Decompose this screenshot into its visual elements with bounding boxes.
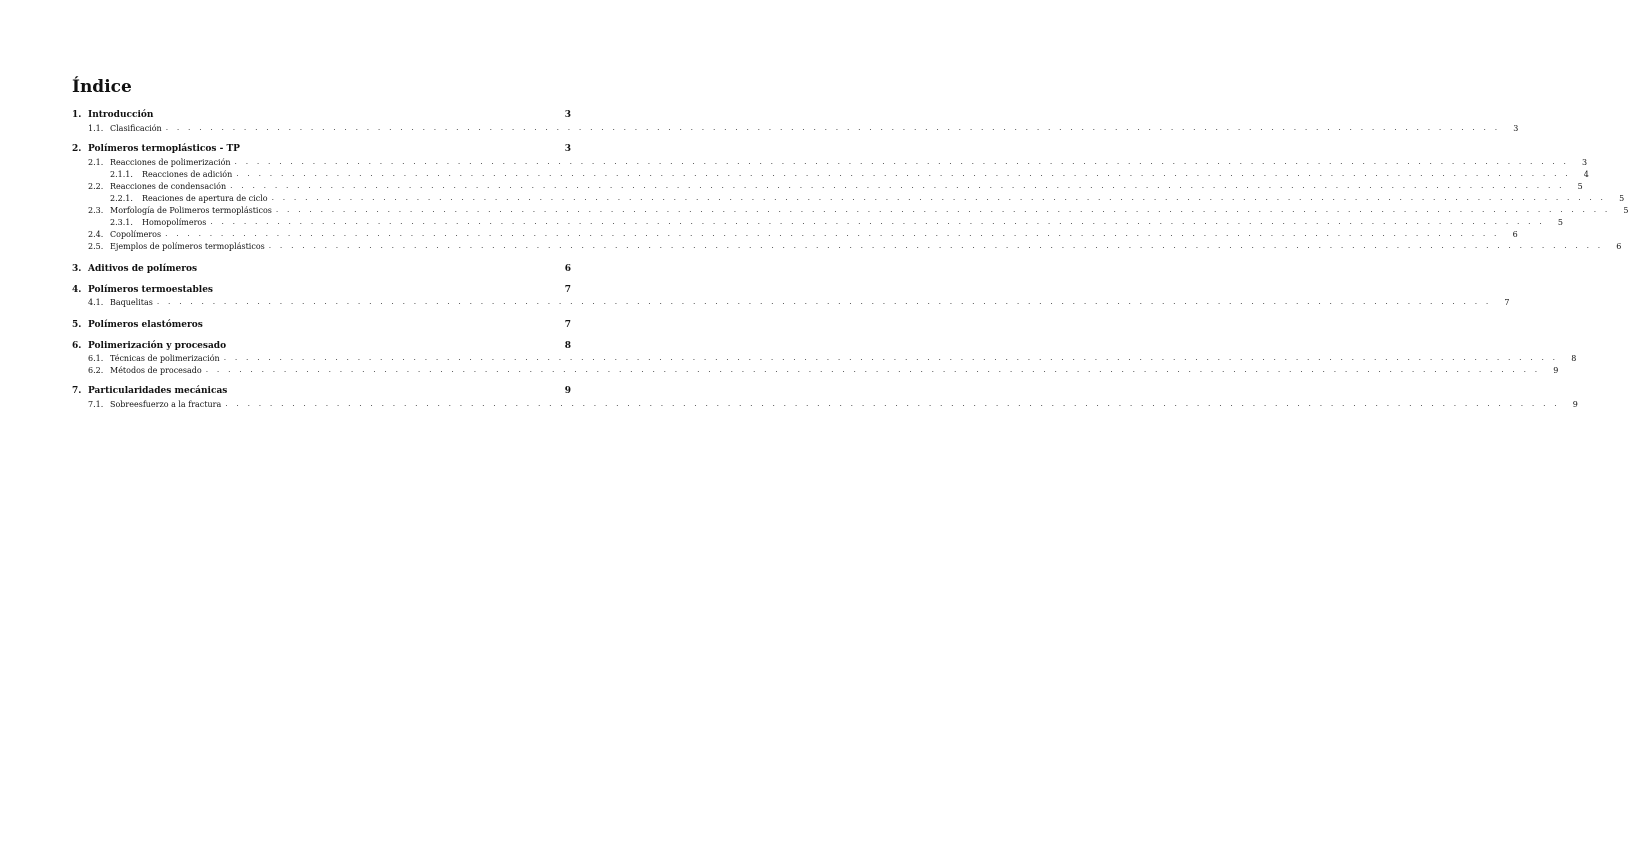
toc-subsection[interactable]	[0, 203, 1628, 215]
toc-entry-number: 7.1.	[88, 400, 104, 409]
toc-entry-page[interactable]: 7	[564, 320, 571, 330]
toc-leader-dots: . . . . . . . . . . . . . . . . . . . . . . . . . . . . . . . . . . . . . . . . . . . . . . . . . . . . . . . . . . . . . . . . . . . . . . . . . . . . . . . . . . . . . . . . . . . . . . . . . . . . . . . . . . . . . . . . . . . . . . . .	[165, 123, 1501, 132]
toc-entry-title[interactable]: Polímeros elastómeros	[88, 320, 203, 330]
toc-section[interactable]	[0, 384, 600, 396]
toc-entry-title[interactable]: Métodos de procesado	[110, 366, 202, 375]
toc-entry-number: 1.1.	[88, 124, 104, 133]
toc-entry-page[interactable]: 7	[564, 285, 571, 295]
toc-section[interactable]	[0, 318, 600, 330]
toc-entry-page[interactable]: 8	[564, 341, 571, 351]
toc-subsection[interactable]	[0, 227, 1518, 239]
toc-leader-dots: . . . . . . . . . . . . . . . . . . . . . . . . . . . . . . . . . . . . . . . . . . . . . . . . . . . . . . . . . . . . . . . . . . . . . . . . . . . . . . . . . . . . . . . . . . . . . . . . . . . . . . . . . . . . . . . . . . . . . . . .	[268, 241, 1604, 250]
toc-entry-number: 7.	[72, 386, 82, 396]
toc-entry-number: 6.	[72, 341, 82, 351]
toc-entry-number: 4.	[72, 285, 82, 295]
toc-entry-page[interactable]: 9	[1553, 366, 1559, 375]
toc-entry-page[interactable]: 6	[1512, 230, 1518, 239]
toc-entry-number: 2.4.	[88, 230, 104, 239]
toc-entry-title[interactable]: Sobreesfuerzo a la fractura	[110, 400, 222, 409]
toc-leader-dots: . . . . . . . . . . . . . . . . . . . . . . . . . . . . . . . . . . . . . . . . . . . . . . . . . . . . . . . . . . . . . . . . . . . . . . . . . . . . . . . . . . . . . . . . . . . . . . . . . . . . . . . . . . . . . . . . . . . . . . . .	[210, 217, 1545, 226]
toc-entry-title[interactable]: Baquelitas	[110, 298, 153, 307]
toc-entry-page[interactable]: 3	[564, 144, 571, 154]
toc-entry-number: 2.1.	[88, 158, 104, 167]
toc-entry-page[interactable]: 6	[564, 264, 571, 274]
toc-leader-dots: . . . . . . . . . . . . . . . . . . . . . . . . . . . . . . . . . . . . . . . . . . . . . . . . . . . . . . . . . . . . . . . . . . . . . . . . . . . . . . . . . . . . . . . . . . . . . . . . . . . . . . . . . . . . . . . . . . . . . . . .	[205, 365, 1541, 374]
toc-entry-title[interactable]: Particularidades mecánicas	[88, 386, 228, 396]
toc-entry-number: 1.	[72, 110, 82, 120]
toc-leader-dots: . . . . . . . . . . . . . . . . . . . . . . . . . . . . . . . . . . . . . . . . . . . . . . . . . . . . . . . . . . . . . . . . . . . . . . . . . . . . . . . . . . . . . . . . . . . . . . . . . . . . . . . . . . . . . . . . . . . . . . . .	[236, 169, 1571, 178]
toc-entry-page[interactable]: 6	[1616, 242, 1622, 251]
toc-entry-title[interactable]: Reacciones de adición	[142, 170, 233, 179]
toc-entry-page[interactable]: 5	[1619, 194, 1625, 203]
toc-entry-number: 2.2.	[88, 182, 104, 191]
toc-entry-title[interactable]: Polimerización y procesado	[88, 341, 227, 351]
toc-section[interactable]	[0, 339, 600, 351]
toc-subsubsection[interactable]	[0, 191, 1625, 203]
toc-entry-page[interactable]: 3	[1582, 158, 1588, 167]
toc-subsection[interactable]	[0, 121, 1519, 133]
toc-entry-page[interactable]: 9	[564, 386, 571, 396]
toc-leader-dots: . . . . . . . . . . . . . . . . . . . . . . . . . . . . . . . . . . . . . . . . . . . . . . . . . . . . . . . . . . . . . . . . . . . . . . . . . . . . . . . . . . . . . . . . . . . . . . . . . . . . . . . . . . . . . . . . . . . . . . . .	[271, 193, 1607, 202]
toc-subsection[interactable]	[0, 179, 1583, 191]
toc-entry-number: 2.1.1.	[110, 170, 133, 179]
toc-entry-page[interactable]: 4	[1583, 170, 1589, 179]
toc-leader-dots: . . . . . . . . . . . . . . . . . . . . . . . . . . . . . . . . . . . . . . . . . . . . . . . . . . . . . . . . . . . . . . . . . . . . . . . . . . . . . . . . . . . . . . . . . . . . . . . . . . . . . . . . . . . . . . . . . . . . . . . .	[165, 229, 1500, 238]
toc-entry-page[interactable]: 8	[1571, 354, 1577, 363]
toc-entry-title[interactable]: Polímeros termoestables	[88, 285, 213, 295]
toc-leader-dots: . . . . . . . . . . . . . . . . . . . . . . . . . . . . . . . . . . . . . . . . . . . . . . . . . . . . . . . . . . . . . . . . . . . . . . . . . . . . . . . . . . . . . . . . . . . . . . . . . . . . . . . . . . . . . . . . . . . . . . . .	[275, 205, 1611, 214]
toc-section[interactable]	[0, 262, 600, 274]
toc-entry-title[interactable]: Clasificación	[110, 124, 162, 133]
toc-subsubsection[interactable]	[0, 215, 1563, 227]
toc-entry-number: 2.	[72, 144, 82, 154]
toc-entry-title[interactable]: Reacciones de condensación	[110, 182, 227, 191]
toc-subsubsection[interactable]	[0, 167, 1589, 179]
toc-entry-page[interactable]: 3	[1513, 124, 1519, 133]
toc-leader-dots: . . . . . . . . . . . . . . . . . . . . . . . . . . . . . . . . . . . . . . . . . . . . . . . . . . . . . . . . . . . . . . . . . . . . . . . . . . . . . . . . . . . . . . . . . . . . . . . . . . . . . . . . . . . . . . . . . . . . . . . .	[230, 181, 1565, 190]
toc-subsection[interactable]	[0, 239, 1622, 251]
toc-subsection[interactable]	[0, 295, 1510, 307]
toc-entry-page[interactable]: 5	[1623, 206, 1628, 215]
toc-entry-number: 2.2.1.	[110, 194, 133, 203]
toc-entry-page[interactable]: 9	[1572, 400, 1578, 409]
toc-leader-dots: . . . . . . . . . . . . . . . . . . . . . . . . . . . . . . . . . . . . . . . . . . . . . . . . . . . . . . . . . . . . . . . . . . . . . . . . . . . . . . . . . . . . . . . . . . . . . . . . . . . . . . . . . . . . . . . . . . . . . . . .	[234, 157, 1570, 166]
toc-entry-title[interactable]: Copolímeros	[110, 230, 162, 239]
toc-entry-number: 2.5.	[88, 242, 104, 251]
toc-entry-title[interactable]: Morfología de Polimeros termoplásticos	[110, 206, 272, 215]
toc-entry-title[interactable]: Aditivos de polímeros	[88, 264, 198, 274]
toc-entry-page[interactable]: 3	[564, 110, 571, 120]
toc-entry-page[interactable]: 5	[1577, 182, 1583, 191]
toc-subsection[interactable]	[0, 155, 1588, 167]
toc-entry-number: 6.2.	[88, 366, 104, 375]
toc-entry-number: 3.	[72, 264, 82, 274]
toc-leader-dots: . . . . . . . . . . . . . . . . . . . . . . . . . . . . . . . . . . . . . . . . . . . . . . . . . . . . . . . . . . . . . . . . . . . . . . . . . . . . . . . . . . . . . . . . . . . . . . . . . . . . . . . . . . . . . . . . . . . . . . . .	[225, 399, 1560, 408]
toc-entry-title[interactable]: Reacciones de polimerización	[110, 158, 231, 167]
toc-entry-number: 2.3.1.	[110, 218, 133, 227]
toc-entry-number: 6.1.	[88, 354, 104, 363]
toc-leader-dots: . . . . . . . . . . . . . . . . . . . . . . . . . . . . . . . . . . . . . . . . . . . . . . . . . . . . . . . . . . . . . . . . . . . . . . . . . . . . . . . . . . . . . . . . . . . . . . . . . . . . . . . . . . . . . . . . . . . . . . . .	[156, 297, 1492, 306]
toc-entry-title[interactable]: Polímeros termoplásticos - TP	[88, 144, 240, 154]
toc-section[interactable]	[0, 283, 600, 295]
toc-entry-page[interactable]: 5	[1557, 218, 1563, 227]
toc-entry-title[interactable]: Homopolímeros	[142, 218, 207, 227]
toc-subsection[interactable]	[0, 397, 1578, 409]
toc-section[interactable]	[0, 108, 600, 120]
toc-entry-number: 2.3.	[88, 206, 104, 215]
toc-entry-title[interactable]: Ejemplos de polímeros termoplásticos	[110, 242, 265, 251]
toc-entry-number: 4.1.	[88, 298, 104, 307]
toc-leader-dots: . . . . . . . . . . . . . . . . . . . . . . . . . . . . . . . . . . . . . . . . . . . . . . . . . . . . . . . . . . . . . . . . . . . . . . . . . . . . . . . . . . . . . . . . . . . . . . . . . . . . . . . . . . . . . . . . . . . . . . . .	[223, 353, 1559, 362]
toc-entry-title[interactable]: Técnicas de polimerización	[110, 354, 220, 363]
toc-section[interactable]	[0, 142, 600, 154]
toc-entry-title[interactable]: Reaciones de apertura de ciclo	[142, 194, 268, 203]
toc-entry-title[interactable]: Introducción	[88, 110, 154, 120]
toc-subsection[interactable]	[0, 363, 1559, 375]
toc-entry-page[interactable]: 7	[1504, 298, 1510, 307]
toc-title: Índice	[72, 77, 132, 97]
toc-subsection[interactable]	[0, 351, 1577, 363]
toc-entry-number: 5.	[72, 320, 82, 330]
